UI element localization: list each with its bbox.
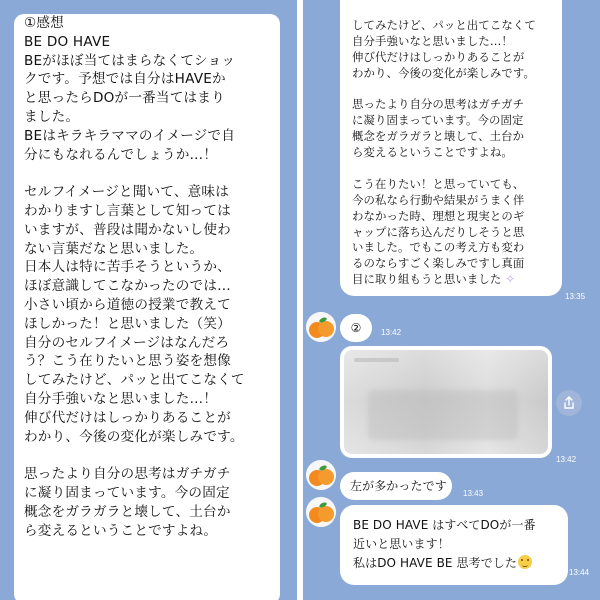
message-line: BEはキラキラママのイメージで自: [24, 127, 236, 144]
chat-line: に凝り固まっています。今の固定: [352, 113, 524, 128]
paragraph-gap: [352, 161, 536, 177]
blurred-image: [344, 350, 548, 454]
share-icon: [562, 396, 576, 410]
message-line: 分にもなれるんでしょうか…！: [24, 146, 218, 163]
chat-message-long: [340, 0, 562, 296]
right-screenshot-panel: [303, 0, 600, 600]
orange-fruit-icon: [306, 460, 336, 490]
chat-line: [353, 554, 558, 573]
message-line: ました。: [24, 108, 80, 125]
left-screenshot-panel: [0, 0, 297, 600]
chat-line: 思ったより自分の思考はガチガチ: [352, 97, 525, 112]
chat-line: BE DO HAVE はすべてDOが一番: [353, 518, 536, 532]
orange-fruit-icon: [306, 497, 336, 527]
chat-line: ら変えるということですよね。: [352, 145, 513, 160]
message-line: う？こう在りたいと思う姿を想像: [24, 353, 231, 370]
message-line: いますが、普段は聞かないし使わ: [24, 221, 231, 238]
message-line: セルフイメージと聞いて、意味は: [24, 184, 230, 201]
orange-fruit-avatar-icon[interactable]: [306, 497, 336, 527]
message-line: ら変えるということですよね。: [24, 522, 218, 539]
message-timestamp: 13:35: [565, 292, 586, 301]
smiling-face-emoji-icon: [518, 555, 532, 569]
chat-line: こう在りたい！と思っていても、: [352, 176, 525, 191]
message-line: ①感想: [24, 15, 64, 31]
orange-fruit-avatar-icon[interactable]: [306, 312, 336, 342]
chat-line-text: 目に取り組もうと思いました: [352, 272, 502, 287]
paragraph-gap: [352, 82, 536, 98]
message-timestamp: 13:42: [381, 328, 402, 337]
message-line: BE DO HAVE: [24, 33, 111, 50]
message-line: クです。予想では自分はHAVEか: [24, 71, 226, 88]
message-line: ない言葉だなと思いました。: [24, 240, 204, 257]
share-button[interactable]: [556, 390, 582, 416]
message-line: に凝り固まっています。今の固定: [24, 484, 230, 501]
message-line: 自分手強いなと思いました…！: [24, 390, 218, 407]
chat-line: [352, 272, 536, 288]
paragraph-gap: [24, 164, 289, 183]
message-timestamp: 13:43: [463, 489, 484, 498]
message-line: と思ったらDOが一番当てはまり: [24, 90, 225, 107]
orange-fruit-avatar-icon[interactable]: [306, 460, 336, 490]
chat-line: るのならすごく楽しみですし真面: [352, 256, 525, 271]
paragraph-gap: [24, 446, 289, 465]
chat-line: わかり、今後の変化が楽しみです。: [352, 65, 535, 80]
message-line: 概念をガラガラと壊して、土台か: [24, 503, 231, 520]
chat-line-text: 私はDO HAVE BE 思考でした: [353, 556, 517, 570]
message-timestamp: 13:44: [569, 568, 590, 577]
message-line: わかり、今後の変化が楽しみです。: [24, 428, 244, 445]
chat-line: してみたけど、パッと出てこなくて: [352, 18, 536, 32]
message-line: ほしかった！と思いました（笑）: [24, 315, 231, 332]
chat-message-number: ②: [340, 314, 372, 342]
chat-line: 自分手強いなと思いました…！: [352, 33, 513, 48]
message-line: わかりますし言葉として知っては: [24, 202, 231, 219]
orange-fruit-icon: [306, 312, 336, 342]
sparkle-emoji-icon: ✧: [501, 272, 516, 287]
chat-line: 概念をガラガラと壊して、土台か: [352, 129, 525, 144]
chat-message-short: 左が多かったです: [340, 472, 452, 500]
message-line: 自分のセルフイメージはなんだろ: [24, 334, 230, 351]
message-line: 小さい頃から道徳の授業で教えて: [24, 296, 231, 313]
message-line: BEがほぼ当てはまらなくてショッ: [24, 52, 236, 69]
message-line: 伸び代だけはしっかりあることが: [24, 409, 231, 426]
left-message-text: [24, 14, 289, 540]
message-timestamp: 13:42: [556, 455, 577, 464]
message-line: 日本人は特に苦手そうというか、: [24, 259, 231, 276]
chat-message-final: [340, 505, 568, 585]
chat-line: ャップに落ち込んだりしそうと思: [352, 224, 525, 239]
message-line: 思ったより自分の思考はガチガチ: [24, 466, 231, 483]
blurred-photo-message[interactable]: [340, 346, 552, 458]
message-line: ほぼ意識してこなかったのでは…: [24, 278, 231, 295]
chat-line: いました。でもこの考え方も変わ: [352, 240, 525, 255]
chat-line: 今の私なら行動や結果がうまく伴: [352, 192, 525, 207]
chat-line: 近いと思います！: [353, 537, 450, 551]
message-line: してみたけど、パッと出てこなくて: [24, 372, 245, 389]
chat-line: わなかった時、理想と現実とのギ: [352, 208, 525, 223]
chat-message-long-text: [352, 18, 536, 288]
chat-line: 伸び代だけはしっかりあることが: [352, 49, 525, 64]
